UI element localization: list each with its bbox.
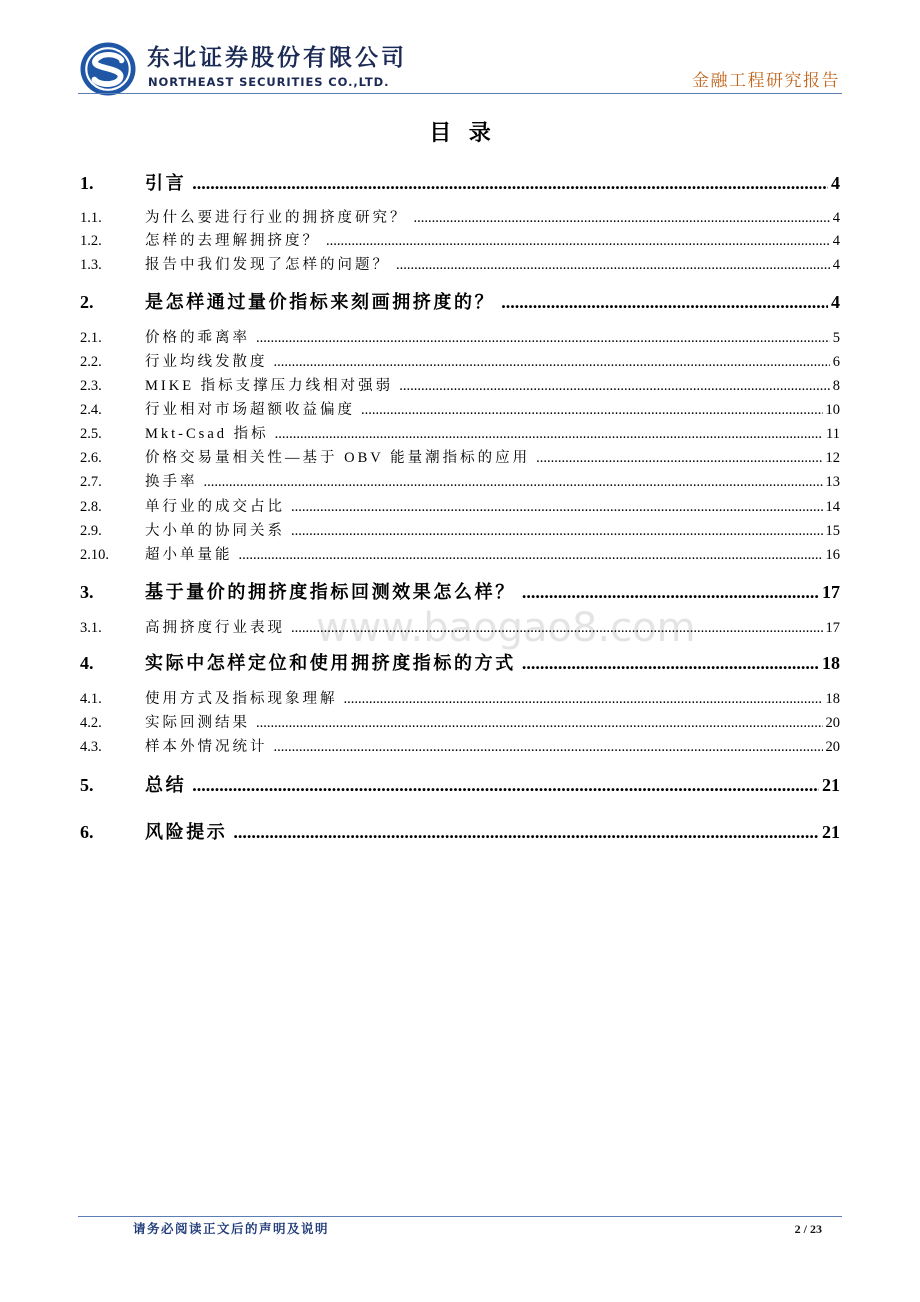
toc-entry-4-3[interactable] [80, 737, 840, 757]
toc-leader-dots [396, 255, 830, 275]
toc-leader-dots [256, 328, 830, 348]
toc-entry-title: 报告中我们发现了怎样的问题？ [145, 257, 390, 273]
toc-entry-number: 4. [80, 653, 94, 673]
company-name-cn: 东北证券股份有限公司 [147, 45, 407, 71]
footer-disclaimer: 请务必阅读正文后的声明及说明 [133, 1222, 330, 1236]
toc-entry-number: 6. [80, 822, 94, 842]
toc-leader-dots [233, 820, 819, 844]
toc-entry-number: 1.1. [80, 210, 102, 226]
toc-entry-title: MIKE 指标支撑压力线相对强弱 [145, 378, 394, 394]
company-logo-icon [79, 41, 137, 97]
toc-leader-dots [344, 689, 823, 709]
toc-entry-number: 2.8. [80, 499, 102, 515]
toc-entry-number: 2.9. [80, 523, 102, 539]
toc-entry-title: 超小单量能 [145, 547, 233, 563]
toc-entry-page: 17 [825, 620, 840, 636]
toc-entry-number: 5. [80, 775, 94, 795]
toc-entry-page: 21 [822, 775, 840, 795]
toc-leader-dots [501, 290, 828, 314]
toc-leader-dots [361, 400, 823, 420]
toc-leader-dots [291, 618, 823, 638]
toc-entry-2-8[interactable] [80, 497, 840, 517]
toc-entry-number: 2.1. [80, 330, 102, 346]
toc-entry-page: 4 [831, 292, 840, 312]
toc-entry-4-1[interactable] [80, 689, 840, 709]
toc-entry-page: 14 [825, 499, 840, 515]
toc-entry-number: 2. [80, 292, 94, 312]
toc-entry-page: 15 [825, 523, 840, 539]
toc-leader-dots [399, 376, 830, 396]
toc-entry-title: 大小单的协同关系 [145, 523, 285, 539]
toc-entry-title: 怎样的去理解拥挤度？ [145, 233, 320, 249]
toc-entry-title: 使用方式及指标现象理解 [145, 691, 338, 707]
toc-entry-page: 8 [832, 378, 840, 394]
toc-entry-2-6[interactable] [80, 448, 840, 468]
toc-leader-dots [275, 424, 823, 444]
toc-entry-title: 换手率 [145, 474, 198, 490]
toc-entry-2-5[interactable] [80, 424, 840, 444]
toc-entry-title: 实际中怎样定位和使用拥挤度指标的方式 [145, 653, 516, 673]
header-divider [78, 93, 842, 94]
toc-entry-title: 总结 [145, 775, 187, 795]
toc-leader-dots [192, 773, 819, 797]
toc-leader-dots [192, 171, 828, 195]
watermark: www.baogao8.com [316, 605, 696, 651]
toc-leader-dots [239, 545, 823, 565]
toc-entry-title: 高拥挤度行业表现 [145, 620, 285, 636]
toc-entry-1-1[interactable] [80, 208, 840, 228]
toc-entry-title: 实际回测结果 [145, 715, 250, 731]
toc-entry-page: 11 [826, 426, 840, 442]
toc-entry-1[interactable] [80, 171, 840, 195]
toc-entry-1-2[interactable] [80, 231, 840, 251]
toc-entry-page: 6 [832, 354, 840, 370]
toc-entry-number: 2.6. [80, 450, 102, 466]
toc-leader-dots [291, 521, 823, 541]
toc-entry-page: 20 [825, 715, 840, 731]
toc-entry-number: 1.3. [80, 257, 102, 273]
toc-leader-dots [414, 208, 830, 228]
toc-entry-title: Mkt-Csad 指标 [145, 426, 269, 442]
company-name-en: NORTHEAST SECURITIES CO.,LTD. [148, 75, 390, 89]
toc-entry-page: 13 [825, 474, 840, 490]
toc-entry-number: 4.1. [80, 691, 102, 707]
toc-entry-2-9[interactable] [80, 521, 840, 541]
toc-leader-dots [274, 352, 830, 372]
toc-entry-number: 2.4. [80, 402, 102, 418]
toc-entry-2-10[interactable] [80, 545, 840, 565]
footer-divider [78, 1216, 842, 1217]
toc-entry-number: 4.3. [80, 739, 102, 755]
toc-entry-page: 16 [825, 547, 840, 563]
toc-leader-dots [536, 448, 822, 468]
toc-entry-title: 行业均线发散度 [145, 354, 268, 370]
toc-entry-page: 21 [822, 822, 840, 842]
toc-leader-dots [522, 651, 819, 675]
toc-entry-title: 基于量价的拥挤度指标回测效果怎么样？ [145, 582, 516, 602]
toc-entry-number: 2.2. [80, 354, 102, 370]
toc-entry-page: 5 [832, 330, 840, 346]
toc-entry-number: 2.5. [80, 426, 102, 442]
toc-entry-2-4[interactable] [80, 400, 840, 420]
toc-leader-dots [522, 580, 819, 604]
toc-entry-1-3[interactable] [80, 255, 840, 275]
toc-entry-page: 4 [832, 210, 840, 226]
toc-entry-page: 18 [825, 691, 840, 707]
toc-entry-title: 是怎样通过量价指标来刻画拥挤度的？ [145, 292, 496, 312]
toc-entry-page: 17 [822, 582, 840, 602]
toc-entry-3-1[interactable] [80, 618, 840, 638]
toc-entry-title: 价格的乖离率 [145, 330, 250, 346]
toc-entry-number: 4.2. [80, 715, 102, 731]
toc-entry-number: 1. [80, 173, 94, 193]
toc-entry-2-3[interactable] [80, 376, 840, 396]
toc-entry-page: 18 [822, 653, 840, 673]
toc-entry-title: 行业相对市场超额收益偏度 [145, 402, 355, 418]
report-type-label: 金融工程研究报告 [692, 71, 840, 91]
toc-entry-2-2[interactable] [80, 352, 840, 372]
toc-entry-title: 单行业的成交占比 [145, 499, 285, 515]
toc-leader-dots [291, 497, 823, 517]
toc-entry-title: 样本外情况统计 [145, 739, 268, 755]
toc-entry-2[interactable] [80, 290, 840, 314]
toc-entry-number: 3. [80, 582, 94, 602]
toc-entry-2-1[interactable] [80, 328, 840, 348]
toc-entry-5[interactable] [80, 773, 840, 797]
toc-entry-page: 20 [825, 739, 840, 755]
toc-entry-page: 10 [825, 402, 840, 418]
toc-leader-dots [256, 713, 823, 733]
toc-entry-page: 4 [832, 233, 840, 249]
toc-leader-dots [326, 231, 830, 251]
toc-entry-title: 为什么要进行行业的拥挤度研究？ [145, 210, 408, 226]
toc-leader-dots [274, 737, 823, 757]
toc-entry-title: 引言 [145, 173, 187, 193]
toc-entry-title: 风险提示 [145, 822, 228, 842]
toc-entry-page: 4 [831, 173, 840, 193]
page-title: 目 录 [429, 120, 497, 145]
toc-entry-number: 2.10. [80, 547, 109, 563]
toc-entry-2-7[interactable] [80, 472, 840, 492]
toc-entry-page: 12 [825, 450, 840, 466]
toc-entry-title: 价格交易量相关性—基于 OBV 能量潮指标的应用 [145, 450, 531, 466]
toc-entry-number: 1.2. [80, 233, 102, 249]
toc-entry-number: 3.1. [80, 620, 102, 636]
toc-entry-page: 4 [832, 257, 840, 273]
toc-entry-6[interactable] [80, 820, 840, 844]
page-number: 2 / 23 [794, 1222, 822, 1236]
toc-entry-number: 2.3. [80, 378, 102, 394]
toc-entry-number: 2.7. [80, 474, 102, 490]
toc-entry-4-2[interactable] [80, 713, 840, 733]
toc-entry-4[interactable] [80, 651, 840, 675]
toc-entry-3[interactable] [80, 580, 840, 604]
toc-leader-dots [204, 472, 823, 492]
